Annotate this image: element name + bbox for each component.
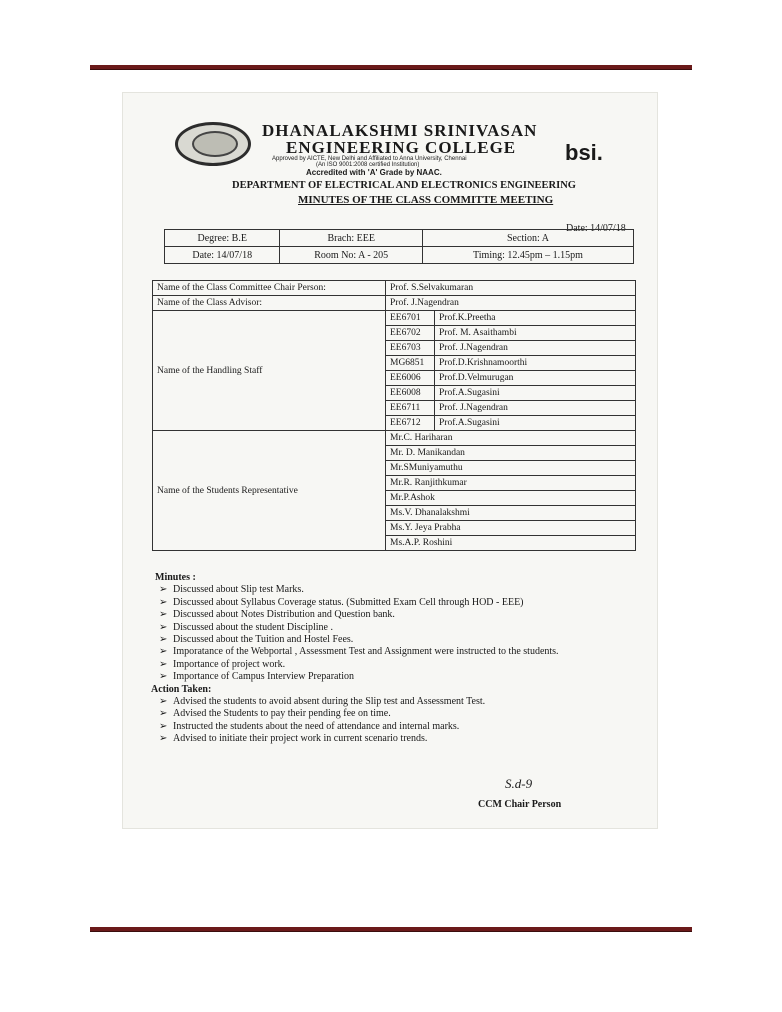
advisor-label: Name of the Class Advisor:: [153, 296, 386, 311]
staff-code: EE6008: [386, 386, 435, 401]
arrow-bullet-icon: ➢: [159, 584, 168, 596]
minutes-item: [155, 597, 559, 609]
handwritten-signature: S.d-9: [505, 776, 533, 791]
action-item-text: Advised the students to avoid absent during the Slip test and Assessment Test.: [173, 696, 486, 708]
bsi-logo: bsi.: [565, 140, 603, 165]
approval-text: Approved by AICTE, New Delhi and Affiliated to Anna University, Chennai: [272, 156, 467, 162]
arrow-bullet-icon: ➢: [159, 596, 168, 608]
staff-code: EE6702: [386, 326, 435, 341]
minutes-item-text: Discussed about the student Discipline .: [173, 621, 333, 633]
staff-name: Prof. J.Nagendran: [435, 341, 636, 356]
staff-name: Prof. J.Nagendran: [435, 401, 636, 416]
minutes-item: [155, 634, 559, 646]
action-item-text: Advised the Students to pay their pending fee on time.: [173, 708, 391, 720]
college-logo-emblem: [175, 122, 251, 166]
info-row: [165, 230, 634, 247]
footer-rule: [90, 927, 692, 932]
student-name: Ms.A.P. Roshini: [386, 536, 636, 551]
staff-code: EE6711: [386, 401, 435, 416]
arrow-bullet-icon: ➢: [159, 696, 168, 708]
minutes-item: [155, 659, 559, 671]
arrow-bullet-icon: ➢: [159, 609, 168, 621]
accreditation-text: Accredited with 'A' Grade by NAAC.: [306, 168, 442, 177]
arrow-bullet-icon: ➢: [159, 634, 168, 646]
minutes-item-text: Discussed about Syllabus Coverage status. (Submitted Exam Cell through HOD - EEE): [173, 596, 524, 608]
action-item: [155, 721, 559, 733]
staff-name: Prof.K.Preetha: [435, 311, 636, 326]
arrow-bullet-icon: ➢: [159, 646, 168, 658]
department-title: DEPARTMENT OF ELECTRICAL AND ELECTRONICS ENGINEERING: [232, 180, 576, 191]
emblem-inner: [192, 131, 238, 157]
minutes-section: [151, 572, 559, 746]
action-item: [155, 708, 559, 720]
chair-row: [153, 281, 636, 296]
staff-label: Name of the Handling Staff: [153, 311, 386, 431]
minutes-item: [155, 584, 559, 596]
student-name: Mr.C. Hariharan: [386, 431, 636, 446]
staff-code: EE6701: [386, 311, 435, 326]
branch-cell: Brach: EEE: [280, 230, 422, 247]
signature-label: CCM Chair Person: [478, 799, 562, 810]
action-item-text: Advised to initiate their project work in current scenario trends.: [173, 733, 428, 745]
minutes-item-text: Discussed about Slip test Marks.: [173, 584, 304, 596]
student-name: Mr.P.Ashok: [386, 491, 636, 506]
college-name: [262, 122, 537, 156]
action-taken-heading: Action Taken:: [151, 683, 212, 695]
chair-label: Name of the Class Committee Chair Person:: [153, 281, 386, 296]
staff-code: EE6712: [386, 416, 435, 431]
advisor-row: [153, 296, 636, 311]
meeting-info-table: [164, 229, 634, 264]
minutes-item-text: Imporatance of the Webportal , Assessment Test and Assignment were instructed to the students.: [173, 646, 559, 658]
minutes-item: [155, 671, 559, 683]
iso-certification: (An ISO 9001:2008 certified Institution): [316, 162, 420, 168]
arrow-bullet-icon: ➢: [159, 621, 168, 633]
staff-row: [153, 311, 636, 326]
arrow-bullet-icon: ➢: [159, 720, 168, 732]
student-name: Mr. D. Manikandan: [386, 446, 636, 461]
action-item: [155, 733, 559, 745]
minutes-item-text: Discussed about Notes Distribution and Question bank.: [173, 609, 395, 621]
arrow-bullet-icon: ➢: [159, 733, 168, 745]
minutes-item: [155, 609, 559, 621]
staff-name: Prof.A.Sugasini: [435, 386, 636, 401]
minutes-item: [155, 622, 559, 634]
staff-name: Prof.D.Krishnamoorthi: [435, 356, 636, 371]
date-cell: Date: 14/07/18: [165, 247, 280, 264]
arrow-bullet-icon: ➢: [159, 671, 168, 683]
staff-name: Prof.A.Sugasini: [435, 416, 636, 431]
arrow-bullet-icon: ➢: [159, 708, 168, 720]
chair-value: Prof. S.Selvakumaran: [386, 281, 636, 296]
info-row: [165, 247, 634, 264]
college-name-line1: DHANALAKSHMI SRINIVASAN: [262, 121, 538, 140]
college-name-line2: ENGINEERING COLLEGE: [286, 138, 517, 157]
students-label: Name of the Students Representative: [153, 431, 386, 551]
minutes-item-text: Importance of project work.: [173, 658, 286, 670]
advisor-value: Prof. J.Nagendran: [386, 296, 636, 311]
minutes-item-text: Importance of Campus Interview Preparation: [173, 671, 355, 683]
action-item-text: Instructed the students about the need of attendance and internal marks.: [173, 720, 460, 732]
student-row: [153, 431, 636, 446]
student-name: Ms.V. Dhanalakshmi: [386, 506, 636, 521]
student-name: Mr.R. Ranjithkumar: [386, 476, 636, 491]
minutes-heading: Minutes :: [155, 572, 196, 583]
meeting-date: Date: 14/07/18: [566, 223, 626, 234]
committee-table: [152, 280, 636, 551]
document-title: MINUTES OF THE CLASS COMMITTE MEETING: [298, 194, 554, 206]
staff-code: MG6851: [386, 356, 435, 371]
minutes-item-text: Discussed about the Tuition and Hostel Fees.: [173, 634, 354, 646]
staff-code: EE6006: [386, 371, 435, 386]
staff-name: Prof.D.Velmurugan: [435, 371, 636, 386]
staff-name: Prof. M. Asaithambi: [435, 326, 636, 341]
staff-code: EE6703: [386, 341, 435, 356]
minutes-item: [155, 646, 559, 658]
arrow-bullet-icon: ➢: [159, 658, 168, 670]
timing-cell: Timing: 12.45pm – 1.15pm: [422, 247, 633, 264]
student-name: Ms.Y. Jeya Prabha: [386, 521, 636, 536]
student-name: Mr.SMuniyamuthu: [386, 461, 636, 476]
action-item: [155, 696, 559, 708]
degree-cell: Degree: B.E: [165, 230, 280, 247]
header-rule: [90, 65, 692, 70]
section-cell: Section: A: [422, 230, 633, 247]
room-cell: Room No: A - 205: [280, 247, 422, 264]
